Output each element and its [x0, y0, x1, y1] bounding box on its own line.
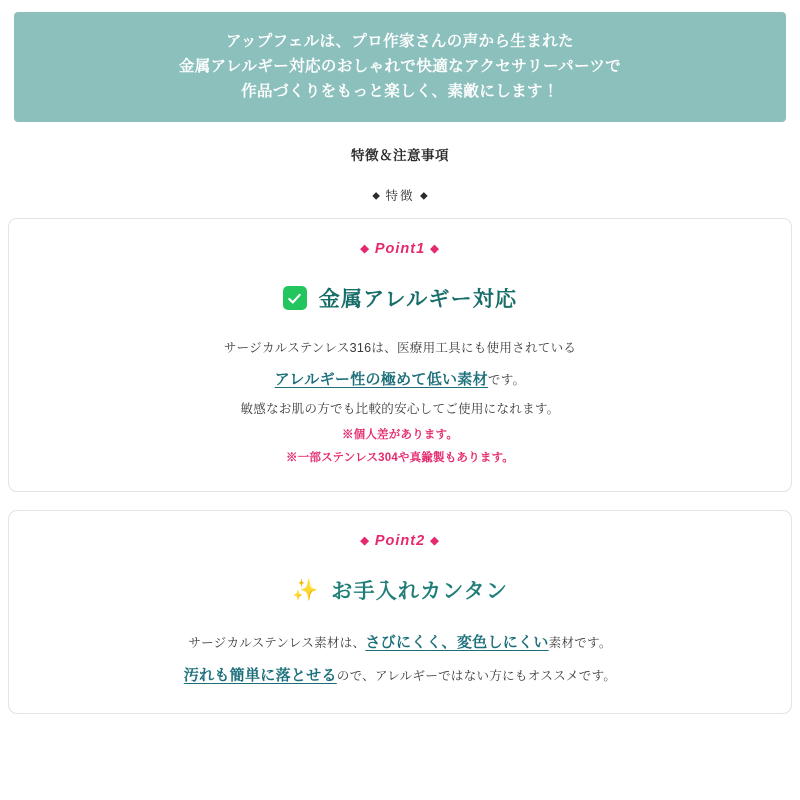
- emphasis-text: アレルギー性の極めて低い素材: [274, 370, 488, 388]
- emphasis-text: 汚れも簡単に落とせる: [183, 666, 337, 684]
- diamond-icon-right: ◆: [430, 535, 440, 548]
- card-heading-1: [25, 283, 775, 313]
- point-label-text: Point2: [374, 533, 426, 550]
- diamond-icon-left: ◆: [360, 243, 370, 256]
- green-check-icon: [283, 286, 307, 310]
- diamond-icon-right: ◆: [430, 243, 440, 256]
- page-title: 特徴＆注意事項: [351, 148, 449, 164]
- note-line-2: ※一部ステンレス304や真鍮製もあります。: [285, 452, 515, 465]
- note-line-1: ※個人差があります。: [341, 429, 459, 442]
- hero-line-1: アップフェルは、プロ作家さんの声から生まれた: [226, 33, 574, 50]
- body-line-emphasis: [25, 664, 775, 687]
- emphasis-tail: ので、アレルギーではない方にもオススメです。: [336, 668, 617, 683]
- page-root: [0, 12, 800, 800]
- point-label-text: Point1: [374, 241, 426, 258]
- sparkle-icon: ✨: [291, 578, 320, 602]
- feature-card-point1: [8, 218, 792, 492]
- card-body-1: [25, 339, 775, 465]
- body-line-lead: [25, 631, 775, 654]
- emphasis-tail: です。: [487, 372, 526, 387]
- card-heading-text: お手入れカンタン: [331, 580, 509, 604]
- hero-banner: [14, 12, 786, 122]
- card-heading-text: 金属アレルギー対応: [318, 288, 518, 312]
- hero-line-2: 金属アレルギー対応のおしゃれで快適なアクセサリーパーツで: [178, 58, 622, 76]
- section-subtitle: [0, 186, 800, 204]
- emphasis-tail: 素材です。: [548, 636, 612, 651]
- emphasis-text: さびにくく、変色しにくい: [365, 634, 549, 652]
- diamond-icon-left: ◆: [360, 535, 370, 548]
- point-label-1: [25, 241, 775, 257]
- lead-head: サージカルステンレス素材は、: [188, 636, 366, 651]
- body-line-emphasis: [25, 368, 775, 391]
- diamond-icon-right: ◆: [419, 190, 428, 202]
- hero-line-3: 作品づくりをもっと楽しく、素敵にします！: [241, 83, 559, 101]
- card-heading-2: [25, 575, 775, 605]
- feature-card-point2: [8, 510, 792, 714]
- section-subtitle-label: 特徴: [385, 189, 415, 204]
- body-line: サージカルステンレス316は、医療用工具にも使用されている: [223, 341, 577, 356]
- card-body-2: [25, 631, 775, 687]
- body-line: 敏感なお肌の方でも比較的安心してご使用になれます。: [240, 401, 560, 416]
- diamond-icon-left: ◆: [372, 190, 380, 202]
- point-label-2: [25, 533, 775, 549]
